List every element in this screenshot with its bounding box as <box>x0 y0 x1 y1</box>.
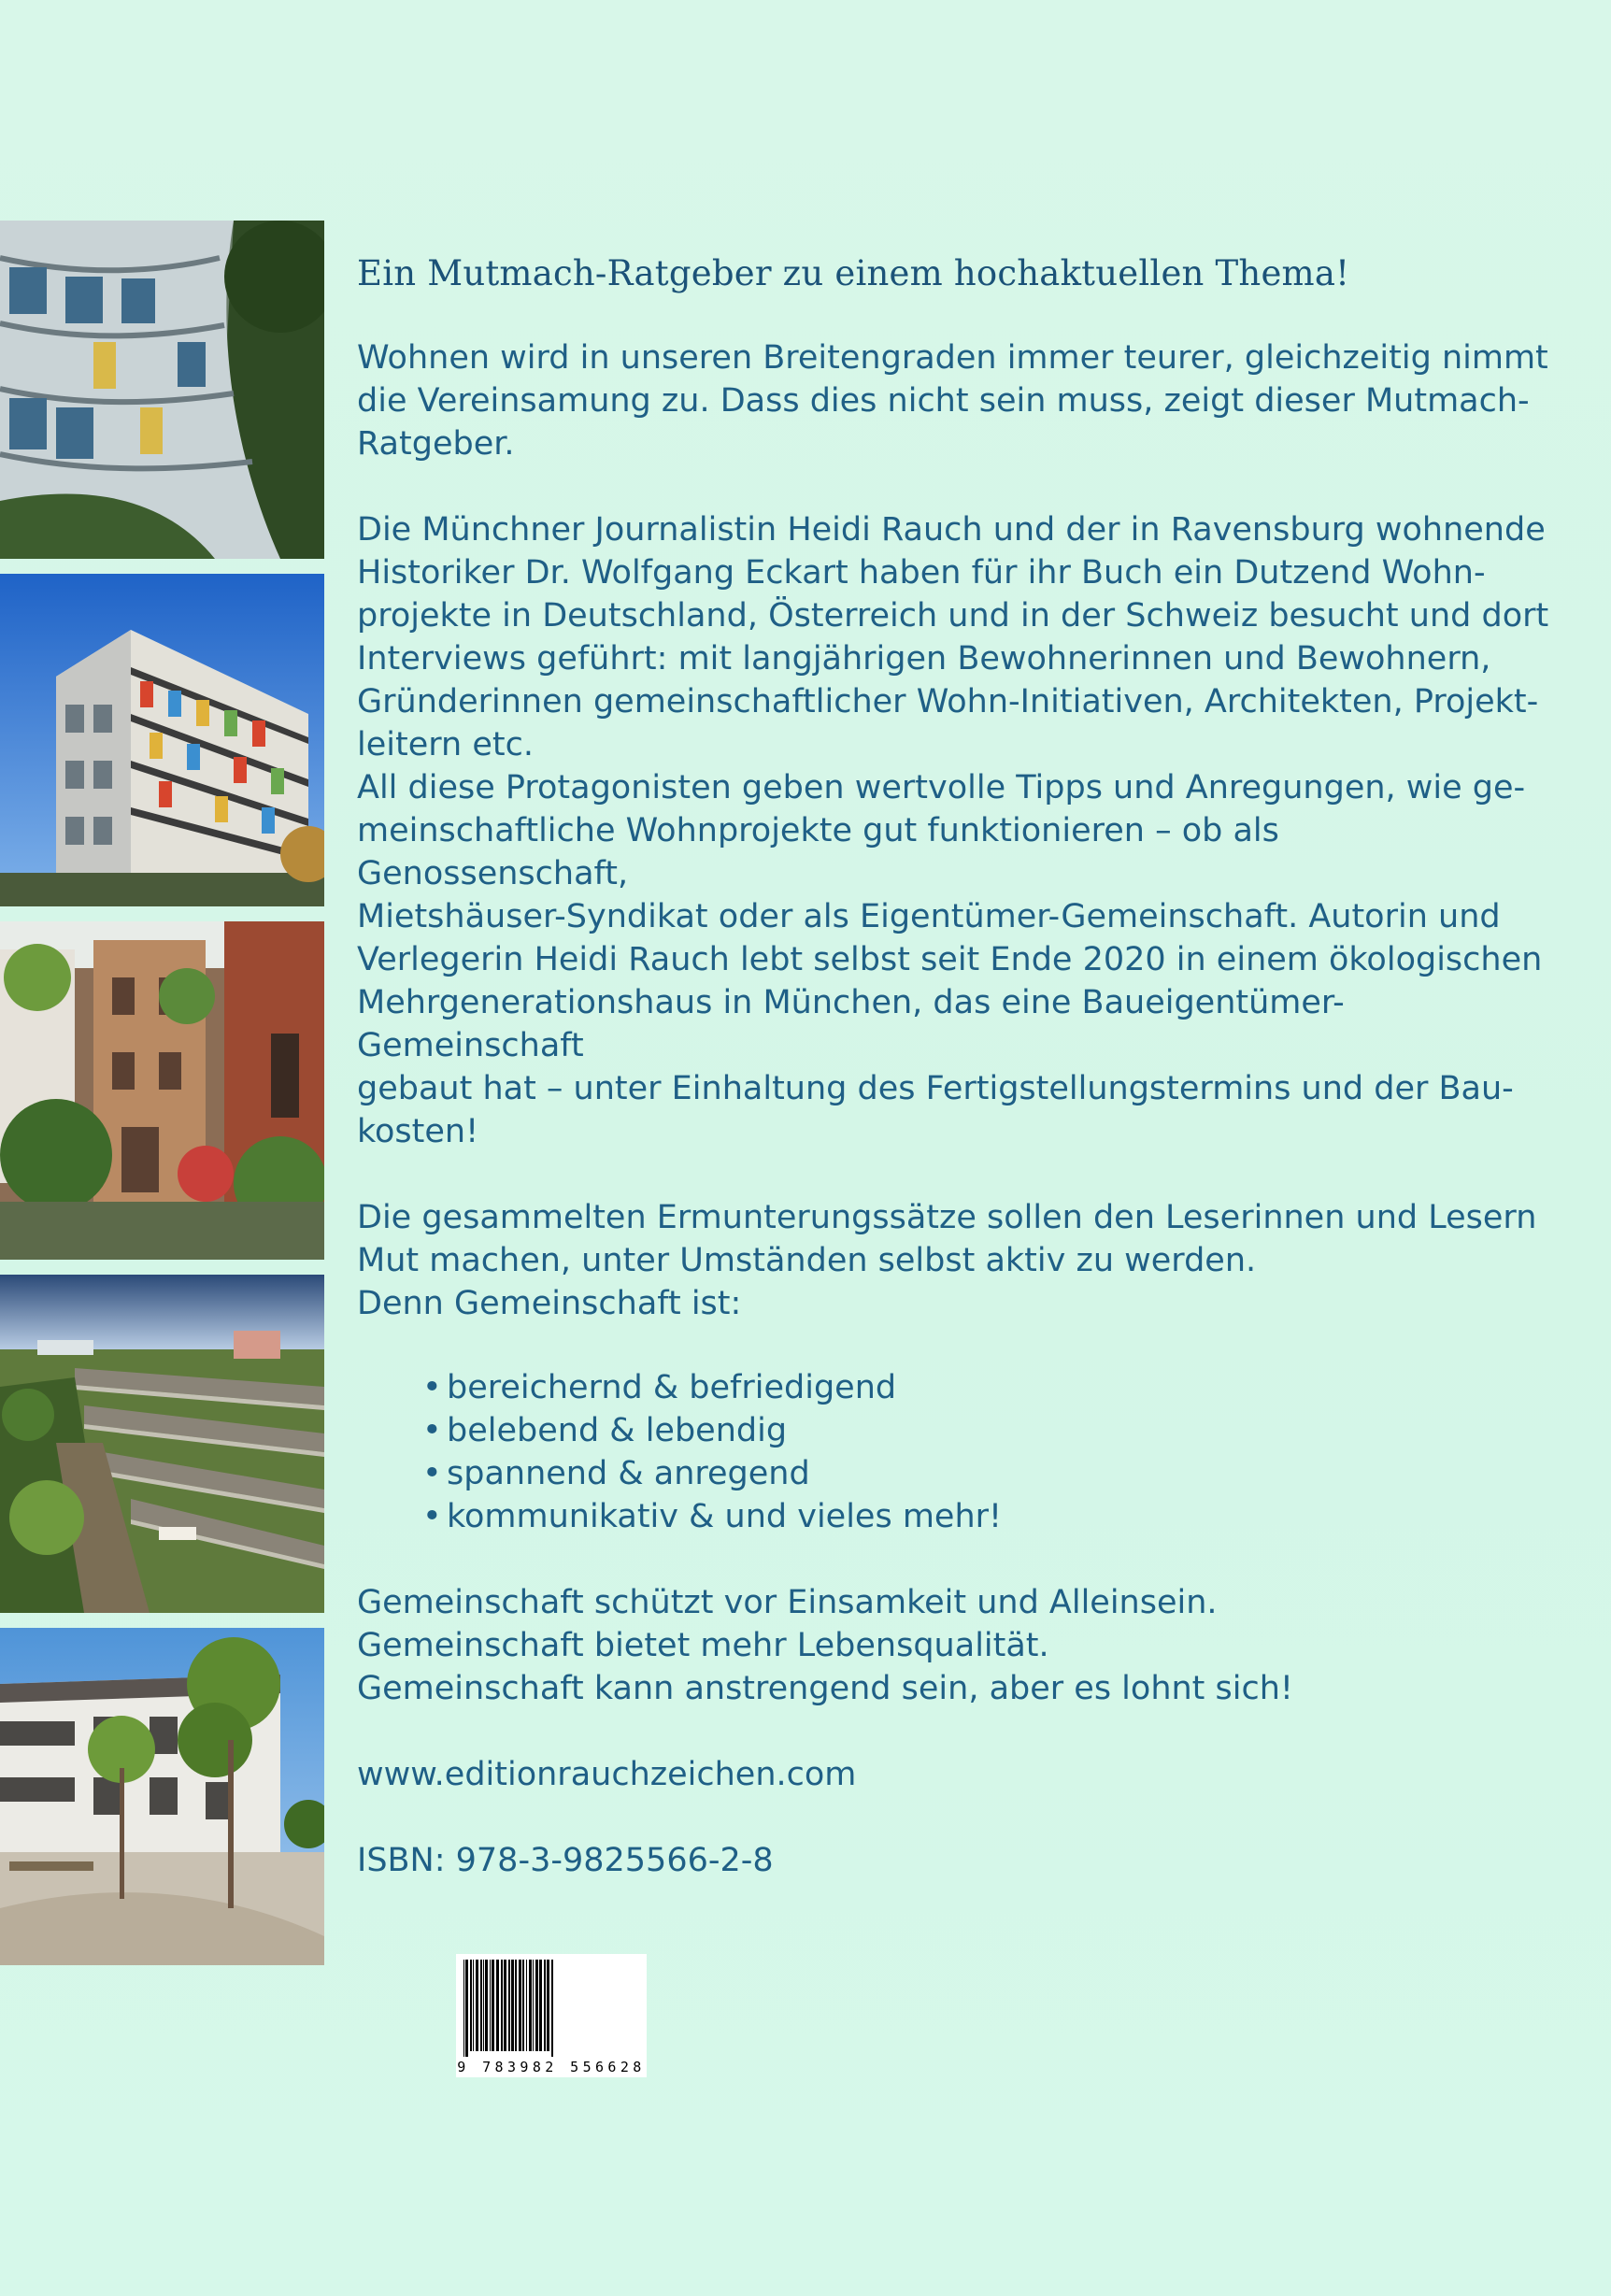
barcode-bar <box>490 1960 491 2051</box>
barcode-bar <box>483 1960 484 2051</box>
photo-curved-balcony-building <box>0 221 324 559</box>
barcode-bar <box>501 1960 503 2051</box>
list-item: • belebend & lebendig <box>357 1409 1553 1452</box>
photo-terraced-gardens <box>0 1275 324 1613</box>
bullet-icon: • <box>422 1498 442 1535</box>
barcode-digits: 9 783982 556628 <box>457 2059 646 2075</box>
barcode-bar <box>519 1960 521 2051</box>
bullet-icon: • <box>422 1369 442 1406</box>
barcode-bar <box>485 1960 488 2051</box>
list-item: • spannend & anregend <box>357 1452 1553 1495</box>
bullet-icon: • <box>422 1412 442 1449</box>
barcode-bar <box>551 1960 553 2057</box>
photo-strip <box>0 221 324 1965</box>
website-link[interactable]: www.editionrauchzeichen.com <box>357 1756 857 1793</box>
barcode-bars <box>456 1954 647 2057</box>
barcode-bar <box>480 1960 482 2051</box>
barcode-bar <box>496 1960 499 2051</box>
photo-new-building-courtyard <box>0 1628 324 1965</box>
barcode-bar <box>463 1960 464 2057</box>
barcode-bar <box>476 1960 478 2051</box>
barcode-bar <box>492 1960 494 2051</box>
barcode-bar <box>529 1960 532 2051</box>
photo-brick-courtyard <box>0 921 324 1260</box>
paragraph-authors: Die Münchner Journalistin Heidi Rauch und der in Ravensburg wohnende Historiker Dr. Wolfgang Eckart haben für ihr Buch ein Dutzend Wohn- projekte in Deutschland, Österreich und in der Schweiz besucht und dort Interviews geführt: mit langjährigen Bewohnerinnen und Bewohnern, Gründerinnen gemeinschaftlicher Wohn-Initiativen, Architekten, Projekt- leitern etc. <box>357 511 1549 763</box>
barcode-bar <box>508 1960 510 2051</box>
bullet-list <box>357 1366 1553 1538</box>
bullet-icon: • <box>422 1455 442 1492</box>
barcode-bar <box>515 1960 517 2051</box>
photo-colorful-apartment-block <box>0 574 324 906</box>
barcode-bar <box>511 1960 514 2051</box>
headline: Ein Mutmach-Ratgeber zu einem hochaktuellen Thema! <box>357 253 1350 293</box>
barcode-bar <box>539 1960 542 2051</box>
isbn-text: ISBN: 978-3-9825566-2-8 <box>357 1842 774 1879</box>
barcode-bar <box>547 1960 549 2051</box>
list-item: • bereichernd & befriedigend <box>357 1366 1553 1409</box>
barcode-bar <box>522 1960 524 2051</box>
barcode-bar <box>465 1960 468 2057</box>
barcode-bar <box>504 1960 506 2051</box>
list-item: • kommunikativ & und vieles mehr! <box>357 1495 1553 1538</box>
barcode-bar <box>473 1960 474 2051</box>
barcode-bar <box>470 1960 472 2051</box>
barcode-bar <box>535 1960 538 2051</box>
barcode-bar <box>533 1960 534 2051</box>
paragraph-protagonists: All diese Protagonisten geben wertvolle Tipps und Anregungen, wie ge- meinschaftliche Wohnprojekte gut funktionieren – ob als Genossenschaft, Mietshäuser-Syndikat oder als Eigentümer-Gemeinschaft. Autorin und Verlegerin Heidi Rauch lebt selbst seit Ende 2020 in einem ökologischen Mehrgenerationshaus in München, das eine Baueigentümer-Gemeinschaft gebaut hat – unter Einhaltung des Fertigstellungstermins und der Bau- kosten! <box>357 769 1543 1150</box>
paragraph-encouragement: Die gesammelten Ermunterungssätze sollen den Leserinnen und Lesern Mut machen, unter Umständen selbst aktiv zu werden. Denn Gemeinschaft ist: <box>357 1199 1537 1322</box>
barcode-bar <box>526 1960 527 2051</box>
isbn-barcode <box>456 1954 647 2077</box>
barcode-bar <box>544 1960 546 2051</box>
blurb-text <box>357 252 1553 1882</box>
paragraph-closing: Gemeinschaft schützt vor Einsamkeit und Alleinsein. Gemeinschaft bietet mehr Lebensqualität. Gemeinschaft kann anstrengend sein, aber es lohnt sich! <box>357 1584 1293 1707</box>
paragraph-intro: Wohnen wird in unseren Breitengraden immer teurer, gleichzeitig nimmt die Vereinsamung zu. Dass dies nicht sein muss, zeigt dieser Mutmach- Ratgeber. <box>357 339 1548 463</box>
